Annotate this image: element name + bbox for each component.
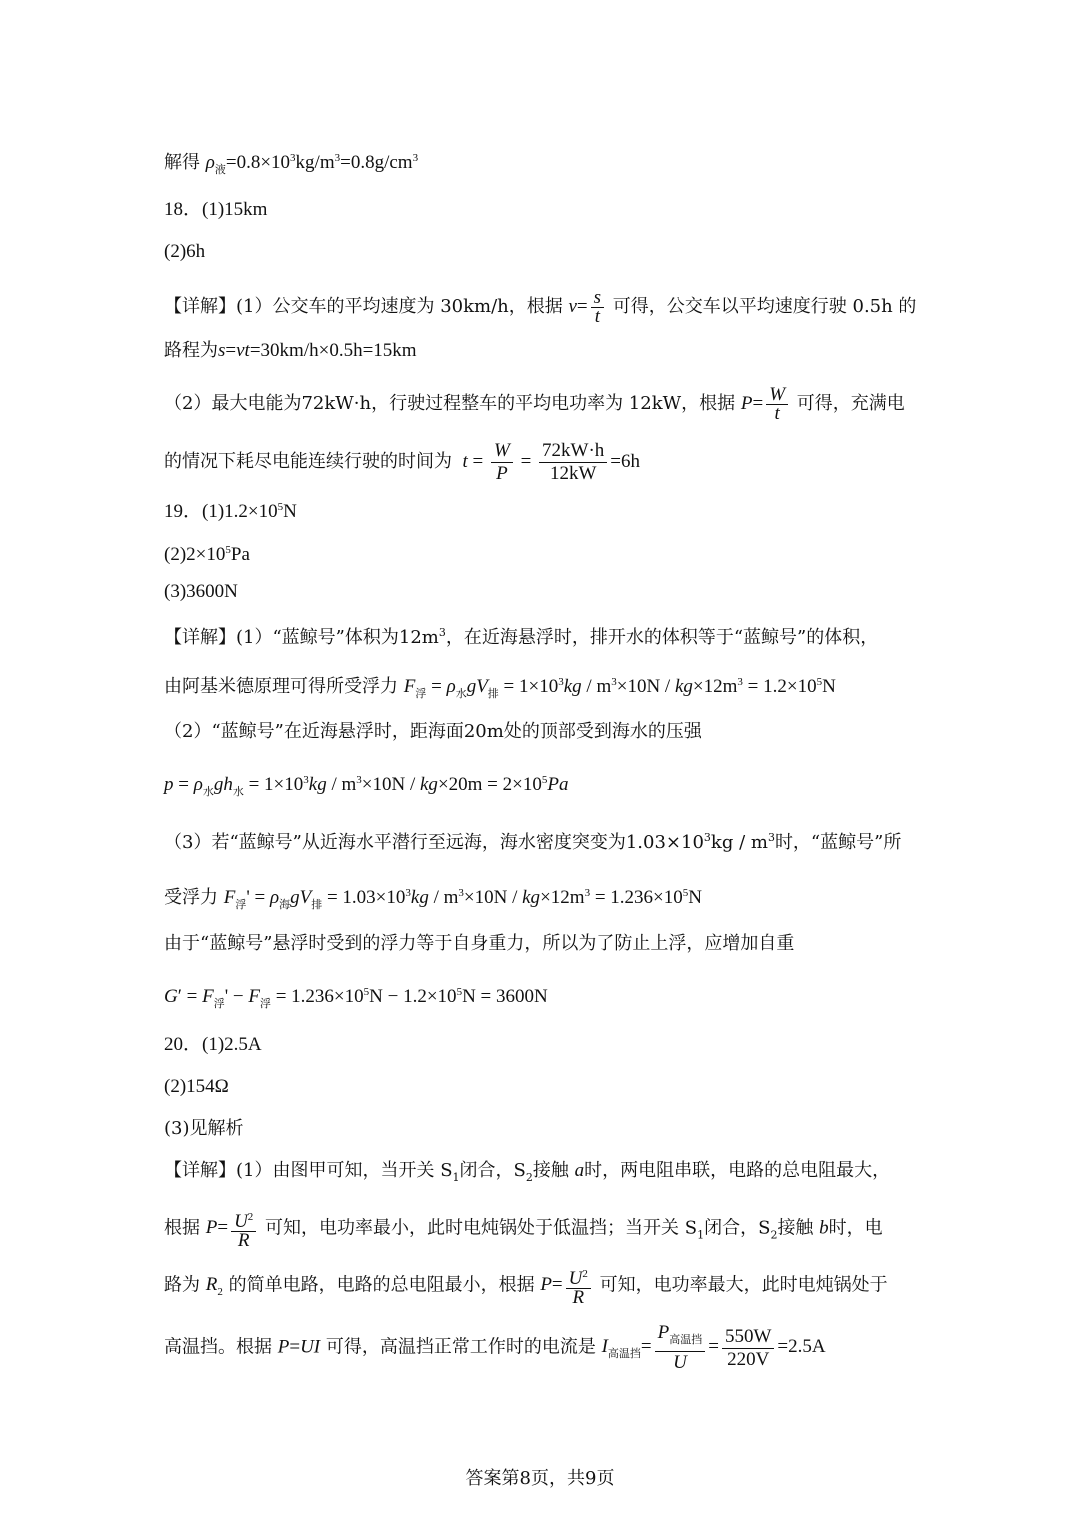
q20-answer-1: 20．(1)2.5A [164, 1034, 262, 1055]
q18-answer-2: (2)6h [164, 241, 206, 262]
q19-detail-3: （2）“蓝鲸号”在近海悬浮时，距海面20m处的顶部受到海水的压强 [164, 721, 702, 742]
q20-detail-1: 【详解】(1）由图甲可知，当开关 $S_1$闭合，$S_2$接触 a时，两电阻串联，电路的总电阻最大， [164, 1160, 891, 1184]
q18-detail-1: 【详解】(1）公交车的平均速度为 30km/h，根据 v= $\frac{s}{t}$ 可得，公交车以平均速度行驶 0.5h 的 [164, 287, 917, 327]
q19-detail-6: 受浮力 $F_浮' = \rho_海gV_排 = 1.03\times 10^3kg / m^3\times 10N / kg\times 12m^3 = 1.236\times 10^5N$ [164, 887, 702, 911]
q18-detail-2: 路程为s=vt=30km/h×0.5h=15km [164, 340, 417, 361]
solve-label: 解得 [164, 152, 200, 173]
q19-detail-4: $p = \rho_水gh_水 = 1\times 10^3kg / m^3\times 10N / kg\times 20m = 2\times 10^5Pa$ [164, 774, 569, 798]
q19-answer-3: (3)3600N [164, 581, 238, 602]
q19-answer-1: 19．$(1)1.2\times 10^5N$ [164, 501, 297, 522]
q18-answer-1: 18．(1)15km [164, 199, 268, 220]
q19-detail-8: $G' = F_浮' - F_浮 = 1.236\times 10^5N - 1.2\times 10^5N = 3600N$ [164, 986, 548, 1010]
q19-detail-1: 【详解】(1）“蓝鲸号”体积为$12m^3$，在近海悬浮时，排开水的体积等于“蓝鲸号”的体积， [164, 626, 879, 648]
page-footer: 答案第8页，共9页 [465, 1468, 615, 1489]
q19-answer-2: $(2)2\times 10^5Pa$ [164, 544, 250, 565]
q19-detail-5: （3）若“蓝鲸号”从近海水平潜行至远海，海水密度突变为$1.03\times 10^3kg / m^3$时，“蓝鲸号”所 [164, 831, 902, 853]
solve-line: 解得 $\rho_液=0.8\times 10^3kg/m^3=0.8g/cm^3$ [164, 152, 419, 176]
q19-detail-2: 由阿基米德原理可得所受浮力 $F_浮 = \rho_水gV_排 = 1\times 10^3kg / m^3\times 10N / kg\times 12m^3 = 1.2\times 10^5N$ [164, 676, 836, 700]
q20-detail-3: 路为 $R_2$ 的简单电路，电路的总电阻最小，根据 P= $\frac{U^2}{R}$ 可知，电功率最大，此时电炖锅处于 [164, 1265, 888, 1307]
q20-detail-2: 根据 P= $\frac{U^2}{R}$ 可知，电功率最小，此时电炖锅处于低温挡；当开关 $S_1$闭合，$S_2$接触 b时，电 [164, 1208, 883, 1250]
q19-detail-7: 由于“蓝鲸号”悬浮时受到的浮力等于自身重力，所以为了防止上浮，应增加自重 [164, 933, 795, 954]
q18-detail-4: 的情况下耗尽电能连续行驶的时间为 t = $\frac{W}{P}$ = $\frac{72kW\cdot h}{12kW}$ =6h [164, 440, 641, 484]
q20-detail-4: 高温挡。根据 P=UI 可得，高温挡正常工作时的电流是 $I_{高温挡}=$ $\frac{P_{高温挡}}{U}$ = $\frac{550W}{220V}$ =2.5A [164, 1322, 826, 1373]
q20-answer-3: (3)见解析 [164, 1118, 244, 1139]
q18-detail-3: （2）最大电能为72kW·h，行驶过程整车的平均电功率为 12kW，根据 P= $\frac{W}{t}$ 可得，充满电 [164, 384, 905, 424]
q20-answer-2: (2)154Ω [164, 1076, 229, 1097]
